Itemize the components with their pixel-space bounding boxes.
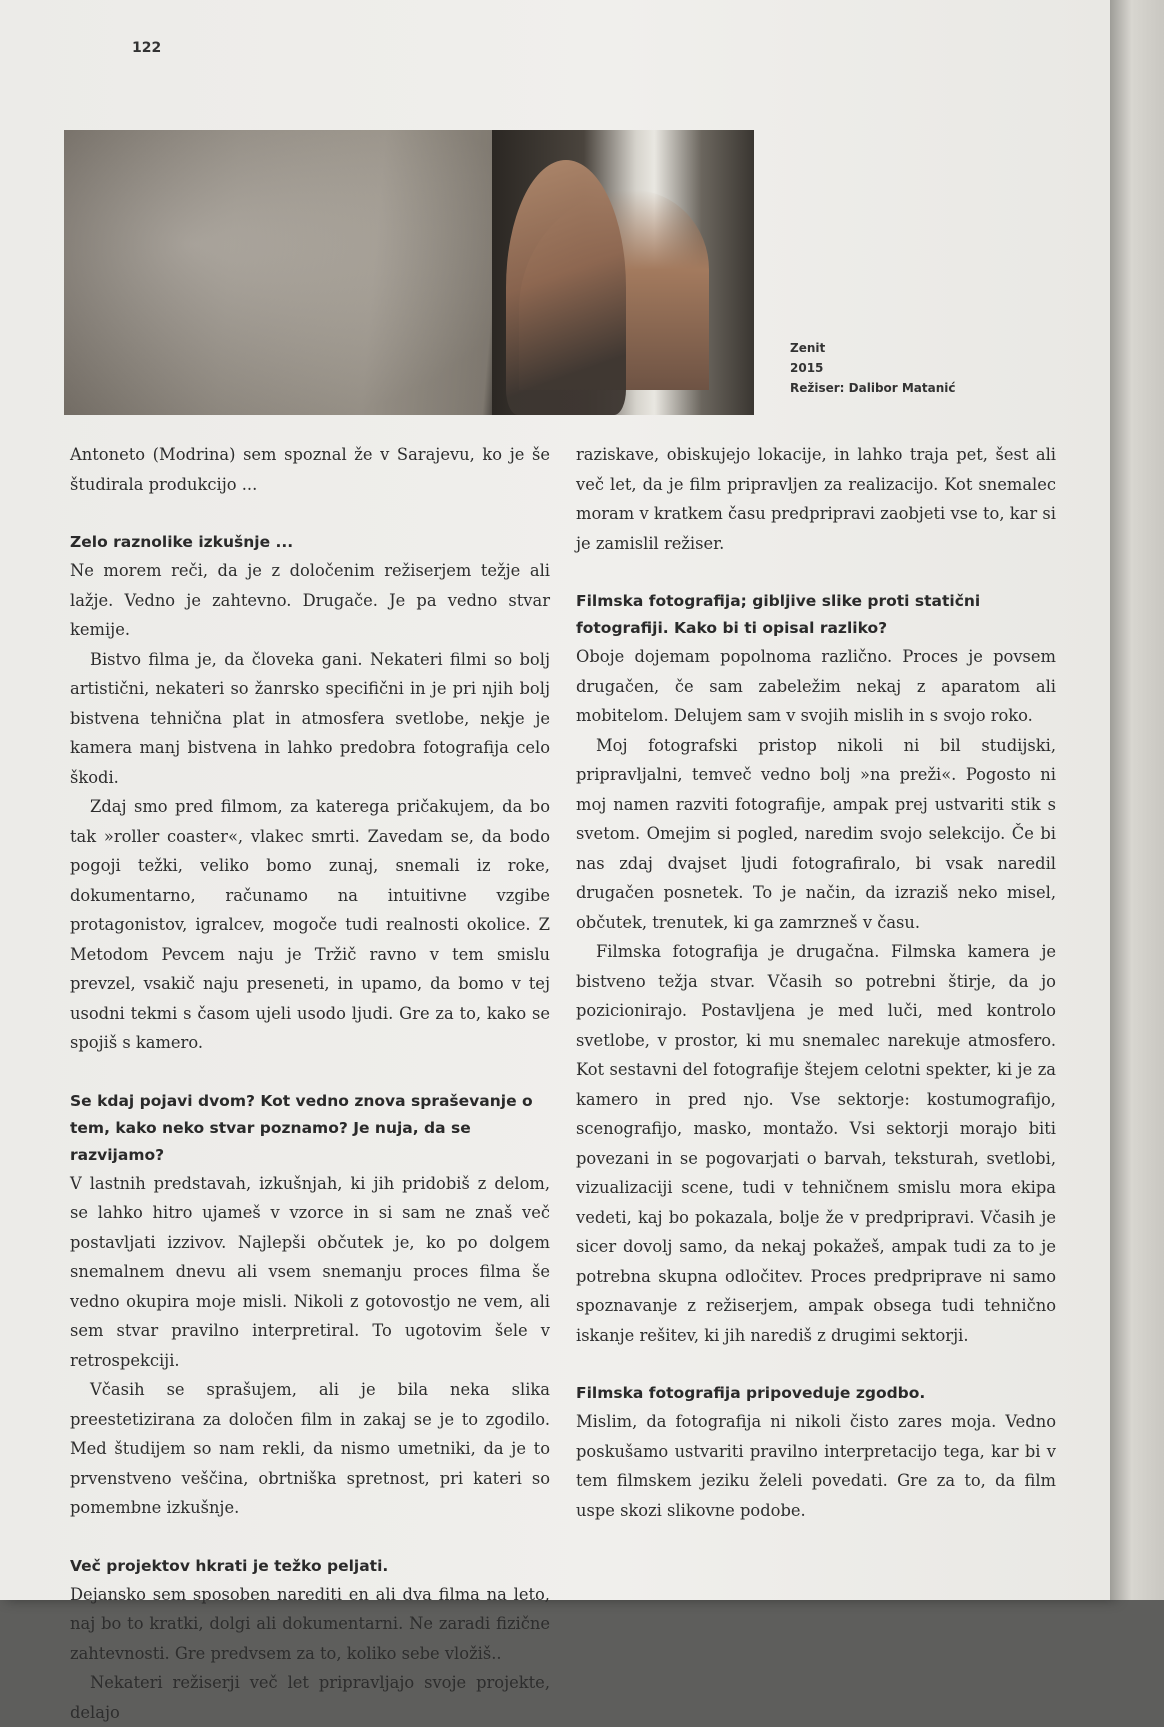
body-paragraph: Ne morem reči, da je z določenim režiserjem težje ali lažje. Vedno je zahtevno. Drugače. Je pa vedno stvar kemije.	[70, 561, 550, 639]
caption-director: Režiser: Dalibor Matanić	[790, 381, 956, 395]
caption-year: 2015	[790, 361, 824, 375]
page-number: 122	[132, 40, 162, 56]
film-still-photo	[64, 130, 754, 415]
photo-figure-head	[506, 160, 626, 415]
body-paragraph: Moj fotografski pristop nikoli ni bil studijski, pripravljalni, temveč vedno bolj »na preži«. Pogosto ni moj namen razviti fotografije, ampak prej ustvariti stik s svetom. Omejim si pogled, naredim svojo selekcijo. Če bi nas zdaj dvajset ljudi fotografiralo, bi vsak naredil drugačen posnetek. To je način, da izraziš neko misel, občutek, trenutek, ki ga zamrzneš v času.	[576, 735, 1056, 932]
body-paragraph: Nekateri režiserji več let pripravljajo svoje projekte, delajo	[70, 1673, 550, 1722]
photo-caption	[790, 338, 956, 398]
section-heading: Se kdaj pojavi dvom? Kot vedno znova spraševanje o tem, kako neko stvar poznamo? Je nuja, da se razvijamo?	[70, 1091, 533, 1164]
section-heading: Zelo raznolike izkušnje ...	[70, 533, 294, 551]
book-spine-edge	[1110, 0, 1164, 1600]
section-heading: Filmska fotografija pripoveduje zgodbo.	[576, 1384, 926, 1402]
body-paragraph: V lastnih predstavah, izkušnjah, ki jih pridobiš z delom, se lahko hitro ujameš v vzorce in si sam ne znaš več postavljati izzivov. Najlepši občutek je, ko po dolgem snemalnem dnevu ali vsem snemanju proces filma še vedno okupira moje misli. Nikoli z gotovostjo ne vem, ali sem stvar pravilno interpretiral. To ugotovim šele v retrospekciji.	[70, 1173, 550, 1370]
body-paragraph: Včasih se sprašujem, ali je bila neka slika preestetizirana za določen film in zakaj se je to zgodilo. Med študijem so nam rekli, da nismo umetniki, da je to prvenstveno veščina, obrtniška spretnost, pri kateri so pomembne izkušnje.	[70, 1380, 550, 1517]
body-paragraph: Bistvo filma je, da človeka gani. Nekateri filmi so bolj artistični, nekateri so žanrsko specifični in je pri njih bolj bistvena tehnična plat in atmosfera svetlobe, nekje je kamera manj bistvena in lahko predobra fotografija celo škodi.	[70, 649, 550, 787]
body-paragraph: Zdaj smo pred filmom, za katerega pričakujem, da bo tak »roller coaster«, vlakec smrti. Zavedam se, da bodo pogoji težki, veliko bomo zunaj, snemali iz roke, dokumentarno, računamo na intuitivne vzgibe protagonistov, igralcev, mogoče tudi realnosti okolice. Z Metodom Pevcem naju je Tržič ravno v tem smislu prevzel, vsakič naju preseneti, in upamo, da bomo v tej usodni tekmi s časom ujeli usodo ljudi. Gre za to, kako se spojiš s kamero.	[70, 797, 550, 1052]
right-column	[576, 440, 1056, 1525]
body-paragraph: Oboje dojemam popolnoma različno. Proces je povsem drugačen, če sam zabeležim nekaj z aparatom ali mobitelom. Delujem sam v svojih mislih in s svojo roko.	[576, 647, 1056, 725]
body-paragraph: Dejansko sem sposoben narediti en ali dva filma na leto, naj bo to kratki, dolgi ali dokumentarni. Ne zaradi fizične zahtevnosti. Gre predvsem za to, koliko sebe vložiš..	[70, 1584, 550, 1663]
photo-wall	[64, 130, 492, 415]
caption-title: Zenit	[790, 341, 826, 355]
body-paragraph: Filmska fotografija je drugačna. Filmska kamera je bistveno težja stvar. Včasih so potrebni štirje, da jo pozicionirajo. Postavljena je med luči, med kontrolo svetlobe, v prostor, ki mu snemalec narekuje atmosfero. Kot sestavni del fotografije štejem celotni spekter, ki je za kamero in pred njo. Vse sektorje: kostumografijo, scenografijo, masko, montažo. Vsi sektorji morajo biti povezani in se pogovarjati o barvah, teksturah, svetlobi, vizualizaciji scene, tudi v tehničnem smislu mora ekipa vedeti, kaj bo pokazala, bolje že v predpripravi. Včasih je sicer dovolj samo, da nekaj pokažeš, ampak tudi za to je potrebna skupna odločitev. Proces predpriprave ni samo spoznavanje z režiserjem, ampak obsega tudi tehnično iskanje rešitev, ki jih narediš z drugimi sektorji.	[576, 942, 1056, 1345]
continued-paragraph: raziskave, obiskujejo lokacije, in lahko traja pet, šest ali več let, da je film pripravljen za realizacijo. Kot snemalec moram v kratkem času predpripravi zaobjeti vse to, kar si je zamislil režiser.	[576, 445, 1056, 553]
section-heading: Filmska fotografija; gibljive slike proti statični fotografiji. Kako bi ti opisal razliko?	[576, 592, 981, 637]
intro-paragraph: Antoneto (Modrina) sem spoznal že v Sarajevu, ko je še študirala produkcijo ...	[70, 445, 550, 494]
left-column	[70, 440, 550, 1727]
body-paragraph: Mislim, da fotografija ni nikoli čisto zares moja. Vedno poskušamo ustvariti pravilno interpretacijo tega, kar bi v tem filmskem jeziku želeli povedati. Gre za to, da film uspe skozi slikovne podobe.	[576, 1412, 1056, 1520]
section-heading: Več projektov hkrati je težko peljati.	[70, 1556, 389, 1575]
